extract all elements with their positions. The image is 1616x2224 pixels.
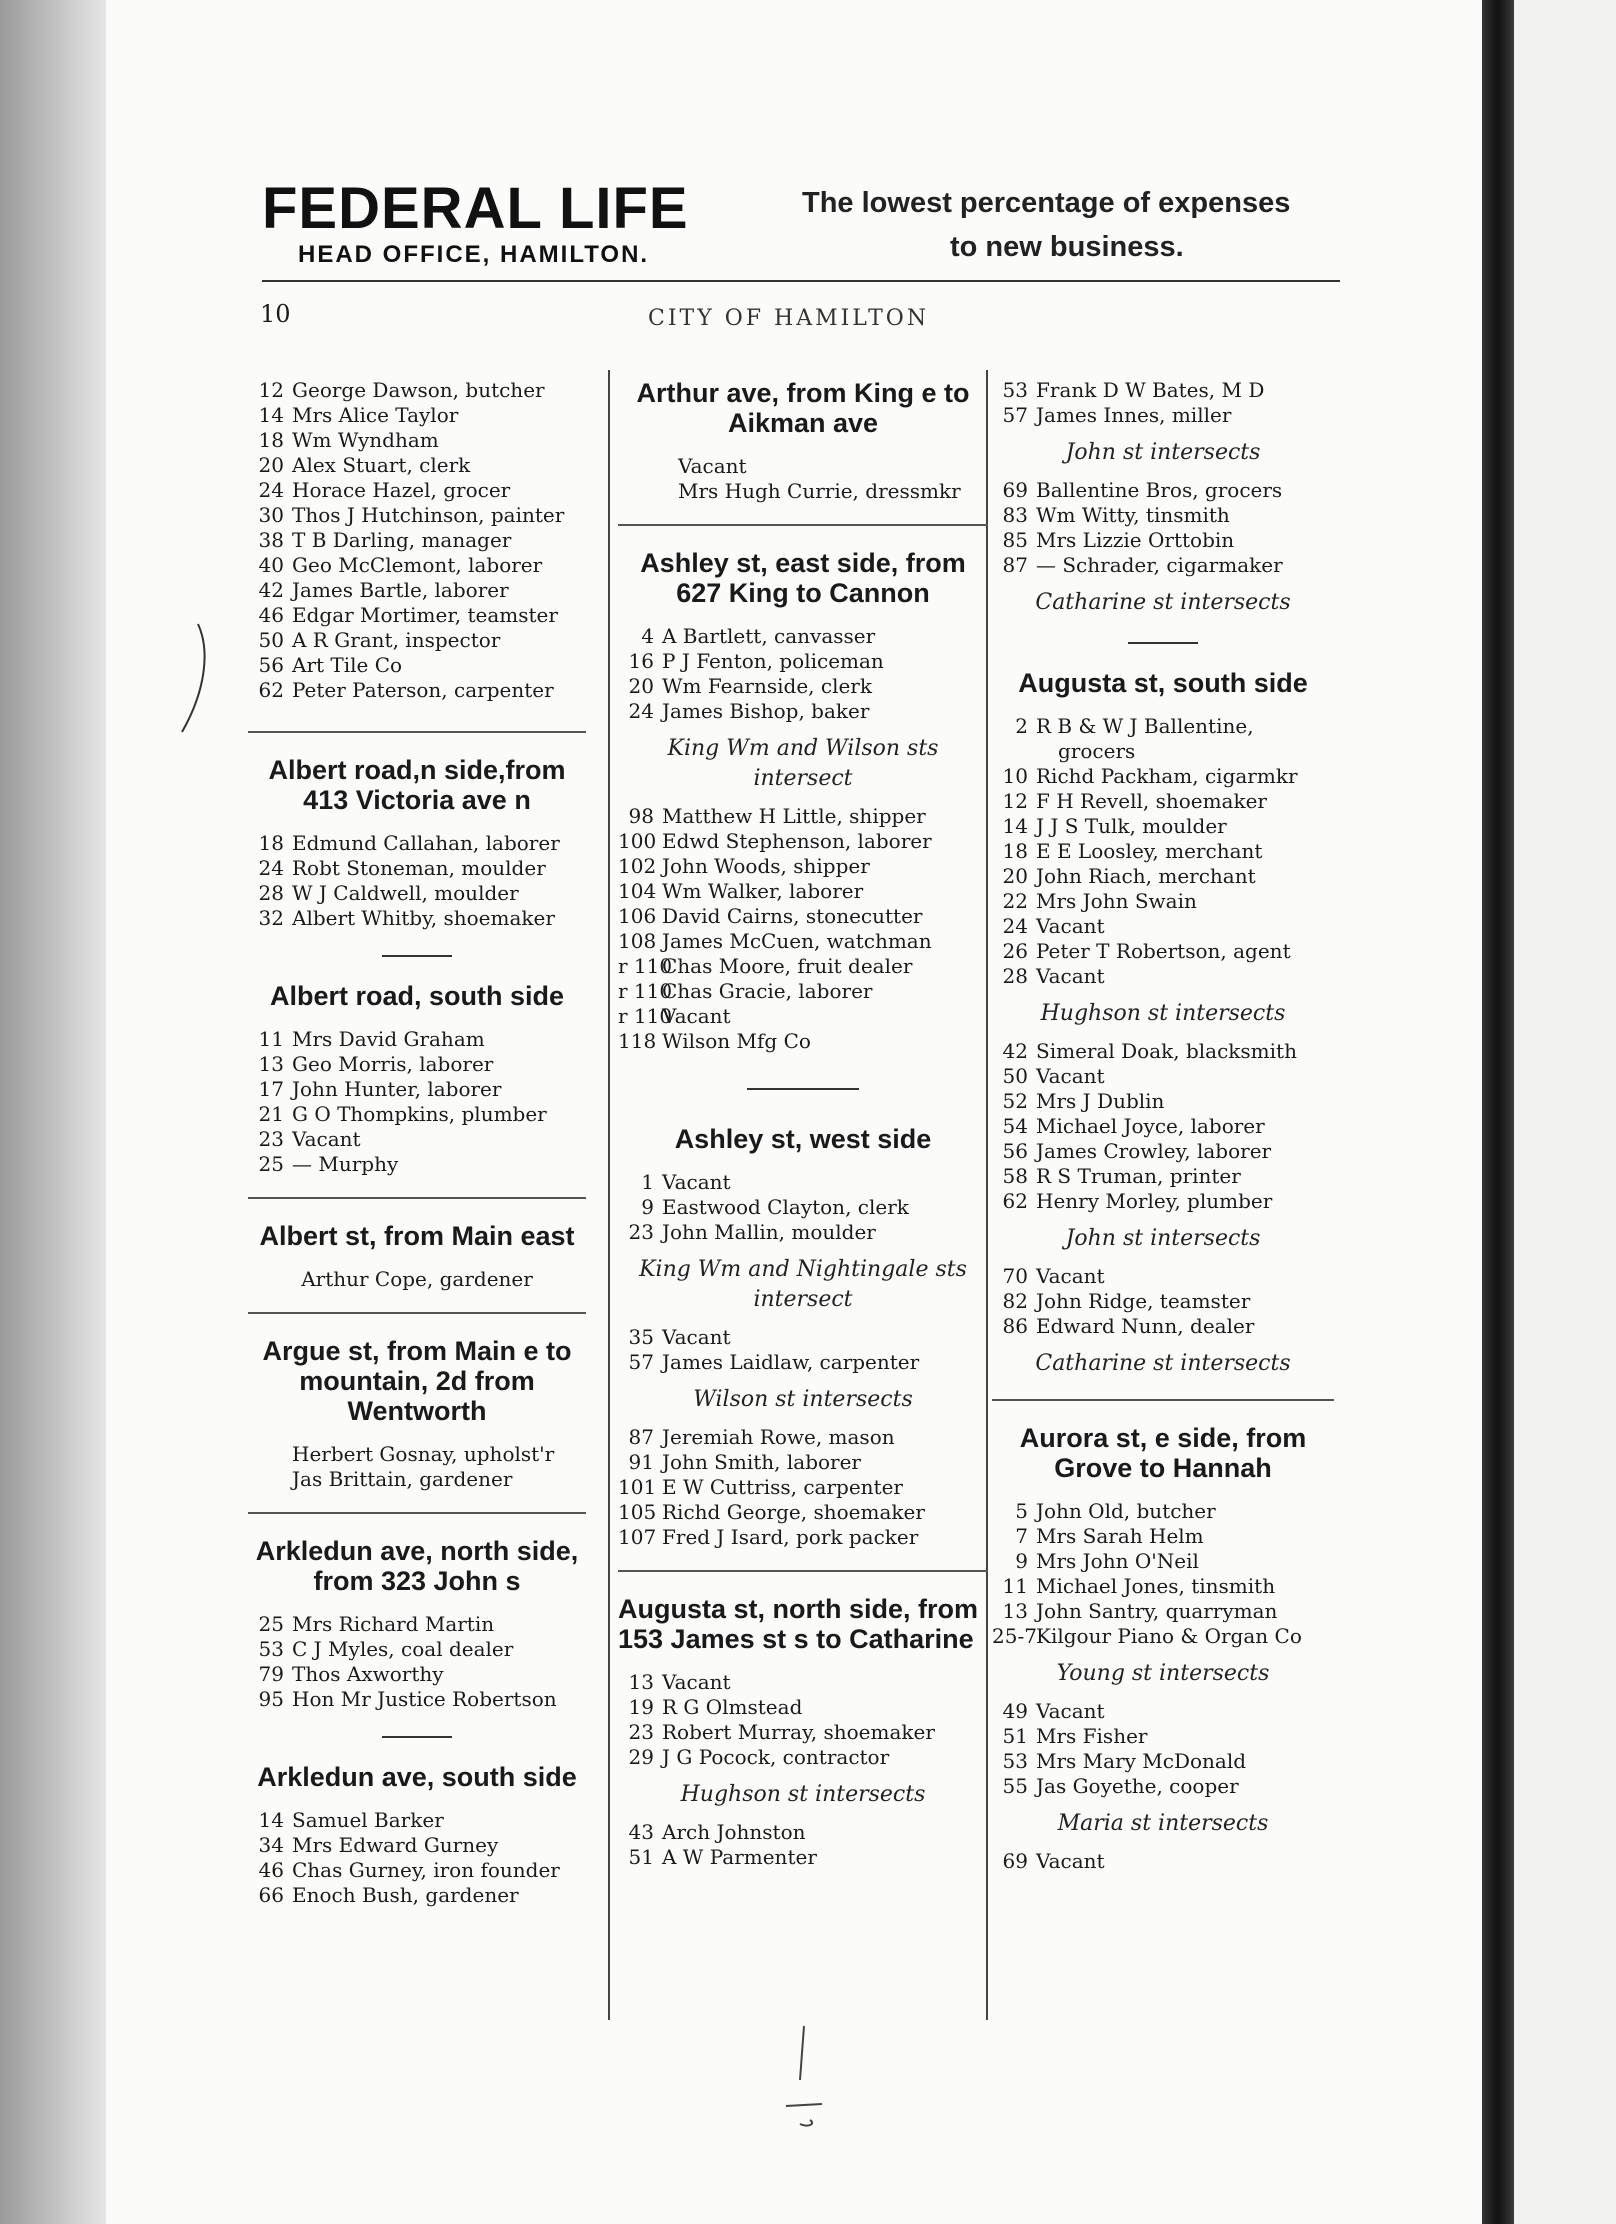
- directory-entry: Jas Brittain, gardener: [292, 1467, 513, 1491]
- directory-entry: 23 John Mallin, moulder: [628, 1220, 876, 1244]
- directory-entry: 52 Mrs J Dublin: [1002, 1089, 1165, 1113]
- directory-entry: 23 Robert Murray, shoemaker: [628, 1720, 935, 1744]
- directory-entry: 35 Vacant: [628, 1325, 731, 1349]
- book-spine: [1482, 0, 1514, 2224]
- street-heading: Albert road,n side,from 413 Victoria ave n: [268, 755, 566, 815]
- directory-entry: 20 John Riach, merchant: [1002, 864, 1256, 888]
- directory-entry: 24 Vacant: [1002, 914, 1105, 938]
- advert-title: FEDERAL LIFE: [262, 176, 689, 241]
- street-heading: Arkledun ave, north side, from 323 John s: [255, 1536, 579, 1596]
- directory-entry: 102 John Woods, shipper: [618, 854, 870, 878]
- directory-entry: 50 A R Grant, inspector: [258, 628, 501, 652]
- cross-street-note: Young st intersects: [1056, 1661, 1270, 1686]
- street-heading: Augusta st, south side: [1018, 668, 1308, 698]
- directory-entry: 87 Jeremiah Rowe, mason: [628, 1425, 895, 1449]
- directory-entry: 79 Thos Axworthy: [258, 1662, 444, 1686]
- directory-entry: grocers: [1058, 739, 1136, 763]
- directory-entry: r 110Chas Moore, fruit dealer: [618, 954, 913, 978]
- directory-entry: 50 Vacant: [1002, 1064, 1105, 1088]
- directory-entry: 66 Enoch Bush, gardener: [258, 1883, 519, 1907]
- directory-entry: 101 E W Cuttriss, carpenter: [618, 1475, 903, 1499]
- street-section: [618, 1124, 988, 1550]
- directory-entry: 24 James Bishop, baker: [628, 699, 870, 723]
- column-1: [248, 378, 586, 1908]
- directory-entry: 46 Edgar Mortimer, teamster: [258, 603, 558, 627]
- directory-entry: 95 Hon Mr Justice Robertson: [258, 1687, 557, 1711]
- directory-entry: 51 Mrs Fisher: [1002, 1724, 1148, 1748]
- directory-entry: 7 Mrs Sarah Helm: [1015, 1524, 1204, 1548]
- street-section: [618, 378, 988, 504]
- street-section: [618, 548, 988, 1054]
- directory-entry: 34 Mrs Edward Gurney: [258, 1833, 499, 1857]
- scan-left-border: [0, 0, 106, 2224]
- section-rule: [618, 1570, 988, 1572]
- directory-entry: 100 Edwd Stephenson, laborer: [618, 829, 932, 853]
- directory-entry: 13 John Santry, quarryman: [1002, 1599, 1278, 1623]
- street-section: [248, 755, 586, 931]
- directory-entry: 21 G O Thompkins, plumber: [258, 1102, 547, 1126]
- directory-entry: 14 J J S Tulk, moulder: [1002, 814, 1227, 838]
- directory-entry: 14 Samuel Barker: [258, 1808, 444, 1832]
- directory-entry: 62 Henry Morley, plumber: [1002, 1189, 1273, 1213]
- street-section: [248, 1221, 586, 1292]
- street-heading: Aurora st, e side, from Grove to Hannah: [1019, 1423, 1307, 1483]
- directory-entry: 53 C J Myles, coal dealer: [258, 1637, 514, 1661]
- street-heading: Albert road, south side: [269, 981, 565, 1011]
- directory-entry: 25 Mrs Richard Martin: [258, 1612, 495, 1636]
- directory-entry: 25-7Kilgour Piano & Organ Co: [992, 1624, 1302, 1648]
- street-section: [248, 1536, 586, 1712]
- directory-entry: 69 Vacant: [1002, 1849, 1105, 1873]
- directory-entry: 25 — Murphy: [258, 1152, 399, 1176]
- directory-entry: 42 James Bartle, laborer: [258, 578, 509, 602]
- street-section: [248, 378, 586, 703]
- directory-entry: 46 Chas Gurney, iron founder: [258, 1858, 560, 1882]
- pencil-mark: [176, 620, 216, 740]
- directory-entry: 10 Richd Packham, cigarmkr: [1002, 764, 1298, 788]
- directory-entry: 55 Jas Goyethe, cooper: [1002, 1774, 1239, 1798]
- section-divider: [382, 955, 452, 957]
- directory-entry: 49 Vacant: [1002, 1699, 1105, 1723]
- advert-tagline-line1: The lowest percentage of expenses: [802, 187, 1291, 219]
- directory-entry: 53 Frank D W Bates, M D: [1002, 378, 1265, 402]
- street-section: [992, 668, 1334, 1379]
- directory-entry: 32 Albert Whitby, shoemaker: [258, 906, 555, 930]
- directory-entry: 19 R G Olmstead: [628, 1695, 803, 1719]
- street-section: [992, 1423, 1334, 1874]
- directory-entry: 40 Geo McClemont, laborer: [258, 553, 543, 577]
- directory-entry: 22 Mrs John Swain: [1002, 889, 1197, 913]
- header-rule: [262, 280, 1340, 282]
- directory-entry: 20 Alex Stuart, clerk: [258, 453, 471, 477]
- directory-entry: 105 Richd George, shoemaker: [618, 1500, 925, 1524]
- directory-entry: 107 Fred J Isard, pork packer: [618, 1525, 919, 1549]
- street-heading: Argue st, from Main e to mountain, 2d from Wentworth: [262, 1336, 572, 1426]
- directory-entry: 53 Mrs Mary McDonald: [1002, 1749, 1247, 1773]
- directory-entry: 56 James Crowley, laborer: [1002, 1139, 1272, 1163]
- cross-street-note: Catharine st intersects: [1035, 590, 1291, 615]
- directory-entry: 24 Robt Stoneman, moulder: [258, 856, 546, 880]
- directory-entry: 14 Mrs Alice Taylor: [258, 403, 459, 427]
- directory-entry: 17 John Hunter, laborer: [258, 1077, 502, 1101]
- directory-entry: Arthur Cope, gardener: [301, 1267, 533, 1291]
- advert-tagline-line2: to new business.: [950, 231, 1184, 263]
- directory-entry: 20 Wm Fearnside, clerk: [628, 674, 872, 698]
- directory-entry: 62 Peter Paterson, carpenter: [258, 678, 554, 702]
- section-rule: [248, 731, 586, 733]
- cross-street-note: Hughson st intersects: [680, 1782, 926, 1807]
- directory-entry: 12 F H Revell, shoemaker: [1002, 789, 1267, 813]
- street-heading: Ashley st, west side: [674, 1124, 932, 1154]
- street-section: [248, 1762, 586, 1908]
- directory-entry: 82 John Ridge, teamster: [1002, 1289, 1251, 1313]
- directory-entry: r 110Vacant: [618, 1004, 731, 1028]
- ink-smudge: [770, 2020, 840, 2130]
- directory-entry: 87 — Schrader, cigarmaker: [1002, 553, 1283, 577]
- directory-entry: Herbert Gosnay, upholst'r: [292, 1442, 555, 1466]
- section-rule: [248, 1512, 586, 1514]
- running-head: CITY OF HAMILTON: [648, 306, 930, 331]
- directory-entry: 106 David Cairns, stonecutter: [618, 904, 923, 928]
- directory-entry: 29 J G Pocock, contractor: [628, 1745, 890, 1769]
- directory-entry: 69 Ballentine Bros, grocers: [1002, 478, 1283, 502]
- advert-subtitle: HEAD OFFICE, HAMILTON.: [298, 241, 650, 268]
- street-heading: Arthur ave, from King e to Aikman ave: [636, 378, 970, 438]
- directory-entry: 85 Mrs Lizzie Orttobin: [1002, 528, 1235, 552]
- directory-entry: 9 Mrs John O'Neil: [1015, 1549, 1199, 1573]
- directory-entry: 56 Art Tile Co: [258, 653, 403, 677]
- cross-street-note: John st intersects: [1065, 1226, 1261, 1251]
- directory-entry: 118 Wilson Mfg Co: [618, 1029, 811, 1053]
- street-heading: Arkledun ave, south side: [257, 1762, 577, 1792]
- directory-entry: 13 Vacant: [628, 1670, 731, 1694]
- directory-entry: 23 Vacant: [258, 1127, 361, 1151]
- directory-entry: 104 Wm Walker, laborer: [618, 879, 864, 903]
- section-rule: [248, 1197, 586, 1199]
- cross-street-note: Maria st intersects: [1057, 1811, 1269, 1836]
- directory-entry: 18 Edmund Callahan, laborer: [258, 831, 560, 855]
- directory-entry: 58 R S Truman, printer: [1002, 1164, 1241, 1188]
- directory-entry: 57 James Innes, miller: [1002, 403, 1232, 427]
- federal-life-advert: [262, 175, 1340, 268]
- cross-street-note: Hughson st intersects: [1040, 1001, 1286, 1026]
- column-3: [992, 378, 1334, 1874]
- section-rule: [248, 1312, 586, 1314]
- directory-entry: 43 Arch Johnston: [628, 1820, 806, 1844]
- directory-entry: 70 Vacant: [1002, 1264, 1105, 1288]
- street-section: [248, 1336, 586, 1492]
- cross-street-note: Catharine st intersects: [1035, 1351, 1291, 1376]
- directory-entry: Mrs Hugh Currie, dressmkr: [678, 479, 961, 503]
- column-rule-left: [608, 370, 610, 2020]
- directory-entry: 108 James McCuen, watchman: [618, 929, 932, 953]
- cross-street-note: Wilson st intersects: [693, 1387, 913, 1412]
- directory-entry: 42 Simeral Doak, blacksmith: [1002, 1039, 1297, 1063]
- directory-entry: Vacant: [678, 454, 747, 478]
- directory-entry: 57 James Laidlaw, carpenter: [628, 1350, 920, 1374]
- directory-entry: 38 T B Darling, manager: [258, 528, 512, 552]
- directory-entry: 11 Mrs David Graham: [258, 1027, 485, 1051]
- page-number: 10: [260, 300, 291, 328]
- directory-entry: 83 Wm Witty, tinsmith: [1002, 503, 1230, 527]
- directory-entry: 5 John Old, butcher: [1015, 1499, 1216, 1523]
- street-heading: Ashley st, east side, from 627 King to Cannon: [640, 548, 966, 608]
- directory-entry: 18 Wm Wyndham: [258, 428, 439, 452]
- directory-entry: 98 Matthew H Little, shipper: [628, 804, 926, 828]
- directory-entry: 9 Eastwood Clayton, clerk: [641, 1195, 909, 1219]
- directory-entry: 1 Vacant: [641, 1170, 731, 1194]
- directory-entry: r 110Chas Gracie, laborer: [618, 979, 873, 1003]
- directory-entry: 91 John Smith, laborer: [628, 1450, 861, 1474]
- street-section: [248, 981, 586, 1177]
- cross-street-note: King Wm and Wilson sts intersect: [667, 736, 939, 791]
- directory-entry: 86 Edward Nunn, dealer: [1002, 1314, 1255, 1338]
- directory-entry: 51 A W Parmenter: [628, 1845, 817, 1869]
- directory-entry: 16 P J Fenton, policeman: [628, 649, 884, 673]
- adjacent-page-edge: [1514, 0, 1616, 2224]
- cross-street-note: John st intersects: [1065, 440, 1261, 465]
- street-section: [618, 1594, 988, 1870]
- directory-entry: 28 Vacant: [1002, 964, 1105, 988]
- directory-entry: 2 R B & W J Ballentine,: [1015, 714, 1254, 738]
- cross-street-note: King Wm and Nightingale sts intersect: [639, 1257, 967, 1312]
- section-divider: [1128, 642, 1198, 644]
- directory-entry: 11 Michael Jones, tinsmith: [1002, 1574, 1276, 1598]
- directory-entry: 30 Thos J Hutchinson, painter: [258, 503, 565, 527]
- directory-entry: 26 Peter T Robertson, agent: [1002, 939, 1291, 963]
- directory-entry: 4 A Bartlett, canvasser: [641, 624, 876, 648]
- directory-entry: 24 Horace Hazel, grocer: [258, 478, 511, 502]
- column-2: [618, 378, 988, 1870]
- street-heading: Augusta st, north side, from 153 James st s to Catharine: [618, 1594, 979, 1654]
- street-heading: Albert st, from Main east: [259, 1221, 575, 1251]
- directory-entry: 18 E E Loosley, merchant: [1002, 839, 1263, 863]
- section-divider: [747, 1088, 859, 1090]
- section-rule: [618, 524, 988, 526]
- directory-entry: 28 W J Caldwell, moulder: [258, 881, 519, 905]
- directory-entry: 54 Michael Joyce, laborer: [1002, 1114, 1265, 1138]
- directory-entry: 12 George Dawson, butcher: [258, 378, 545, 402]
- directory-entry: 13 Geo Morris, laborer: [258, 1052, 494, 1076]
- section-rule: [992, 1399, 1334, 1401]
- section-divider: [382, 1736, 452, 1738]
- street-section: [992, 378, 1334, 618]
